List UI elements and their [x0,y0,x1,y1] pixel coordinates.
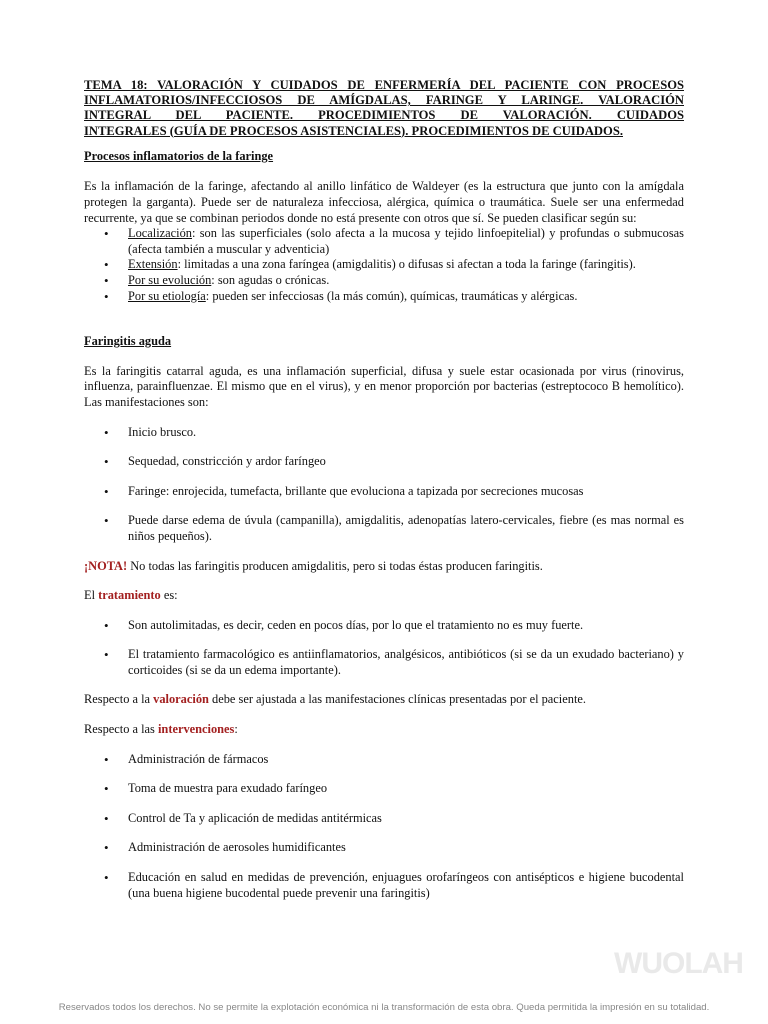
classification-list [84,226,684,304]
list-item: • Localización: son las superficiales (solo afecta a la mucosa y tejido linfoepitelial) y profundas o submucosas (afecta también a muscular y adventicia) [84,226,684,257]
list-item: • Administración de fármacos [84,752,684,768]
list-item: • Por su evolución: son agudas o crónicas. [84,273,684,289]
list-item: • Sequedad, constricción y ardor faríngeo [84,454,684,470]
list-item: • Extensión: limitadas a una zona faríngea (amigdalitis) o difusas si afectan a toda la faringe (faringitis). [84,257,684,273]
section-intro-faringitis: Es la faringitis catarral aguda, es una inflamación superficial, difusa y suele estar ocasionada por virus (rinovirus, influenza, parainfluenzae. El mismo que en el virus), y en menor proporción por bacterias (estreptococo B hemolítico). Las manifestaciones son: [84,363,684,409]
list-item: • Faringe: enrojecida, tumefacta, brillante que evoluciona a tapizada por secreciones mucosas [84,484,684,500]
title-line: INTEGRAL DEL PACIENTE. PROCEDIMIENTOS DE VALORACIÓN. CUIDADOS [84,108,684,123]
intervenciones-list [84,752,684,902]
nota-paragraph: ¡NOTA! No todas las faringitis producen amigdalitis, pero si todas éstas producen faringitis. [84,558,543,573]
list-item: • Puede darse edema de úvula (campanilla), amigdalitis, adenopatías latero-cervicales, fiebre (es mas normal es niños pequeños). [84,513,684,544]
document-title [84,78,684,139]
valoracion-paragraph: Respecto a la valoración debe ser ajustada a las manifestaciones clínicas presentadas por el paciente. [84,692,586,707]
copyright-footer: Reservados todos los derechos. No se permite la explotación económica ni la transformación de esta obra. Queda permitida la impresión en su totalidad. [58,1002,710,1013]
section-intro-procesos: Es la inflamación de la faringe, afectando al anillo linfático de Waldeyer (es la estructura que junto con la amígdala protegen la garganta). Puede ser de naturaleza infecciosa, alérgica, química o traumática. Suele ser una enfermedad recurrente, ya que se combinan periodos donde no está presente con otros que sí. Se pueden clasificar según su: [84,179,684,225]
title-line: TEMA 18: VALORACIÓN Y CUIDADOS DE ENFERMERÍA DEL PACIENTE CON PROCESOS [84,78,684,92]
title-line: INFLAMATORIOS/INFECCIOSOS DE AMÍGDALAS, FARINGE Y LARINGE. VALORACIÓN [84,93,684,108]
list-item: • Control de Ta y aplicación de medidas antitérmicas [84,811,684,827]
document-body [84,78,684,915]
intervenciones-heading: Respecto a las intervenciones: [84,722,238,737]
list-item: • Inicio brusco. [84,425,684,441]
list-item: • Toma de muestra para exudado faríngeo [84,781,684,797]
tratamiento-list [84,618,684,679]
nota-label: ¡NOTA! [84,558,128,573]
list-item: • Por su etiología: pueden ser infecciosas (la más común), químicas, traumáticas y alérgicas. [84,289,684,305]
list-item: • El tratamiento farmacológico es antiinflamatorios, analgésicos, antibióticos (si se da un exudado bacteriano) y corticoides (si se da un edema importante). [84,647,684,678]
section-heading-procesos: Procesos inflamatorios de la faringe [84,148,274,163]
list-item: • Educación en salud en medidas de prevención, enjuagues orofaríngeos con antisépticos e higiene bucodental (una buena higiene bucodental puede prevenir una faringitis) [84,870,684,901]
list-item: • Administración de aerosoles humidificantes [84,840,684,856]
tratamiento-heading: El tratamiento es: [84,588,178,603]
list-item: • Son autolimitadas, es decir, ceden en pocos días, por lo que el tratamiento no es muy fuerte. [84,618,684,634]
section-heading-faringitis: Faringitis aguda [84,334,172,349]
title-line: INTEGRALES (GUÍA DE PROCESOS ASISTENCIALES). PROCEDIMIENTOS DE CUIDADOS. [84,123,623,138]
manifestations-list [84,425,684,545]
wuolah-watermark: WUOLAH [614,947,743,980]
